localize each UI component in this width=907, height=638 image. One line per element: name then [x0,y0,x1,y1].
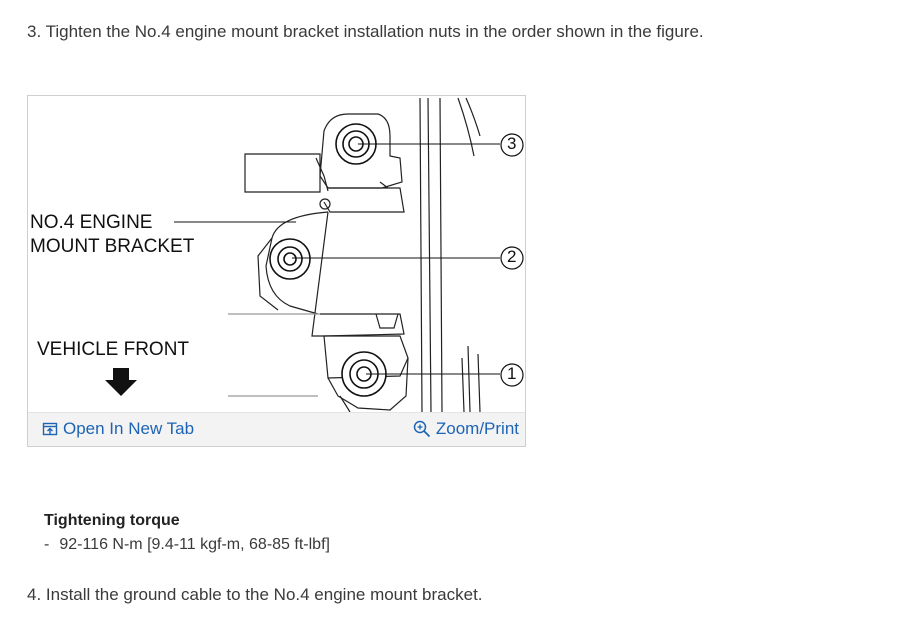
bracket-label-line2: MOUNT BRACKET [30,236,195,257]
torque-value-row [44,534,330,556]
zoom-print-link[interactable] [413,419,519,439]
figure-toolbar [28,412,525,446]
bracket-label-line1: NO.4 ENGINE [30,212,153,233]
magnifier-plus-icon [413,420,431,438]
open-in-new-tab-label: Open In New Tab [63,419,195,438]
list-dash: - [44,536,50,553]
callout-2: 2 [507,247,517,266]
torque-spec [44,510,330,556]
vehicle-front-label: VEHICLE FRONT [37,339,190,360]
step-4-instruction: 4. Install the ground cable to the No.4 engine mount bracket. [27,585,483,604]
torque-title: Tightening torque [44,512,180,529]
torque-value: 92-116 N-m [9.4-11 kgf-m, 68-85 ft-lbf] [59,536,330,553]
engine-mount-figure [27,95,526,447]
open-external-icon [42,421,58,437]
down-arrow-icon [105,368,137,396]
step-3-instruction: 3. Tighten the No.4 engine mount bracket installation nuts in the order shown in the figure. [27,22,704,41]
callout-3: 3 [507,134,517,153]
callout-1: 1 [507,364,517,383]
open-in-new-tab-link[interactable] [42,419,194,439]
zoom-print-label: Zoom/Print [435,419,519,438]
